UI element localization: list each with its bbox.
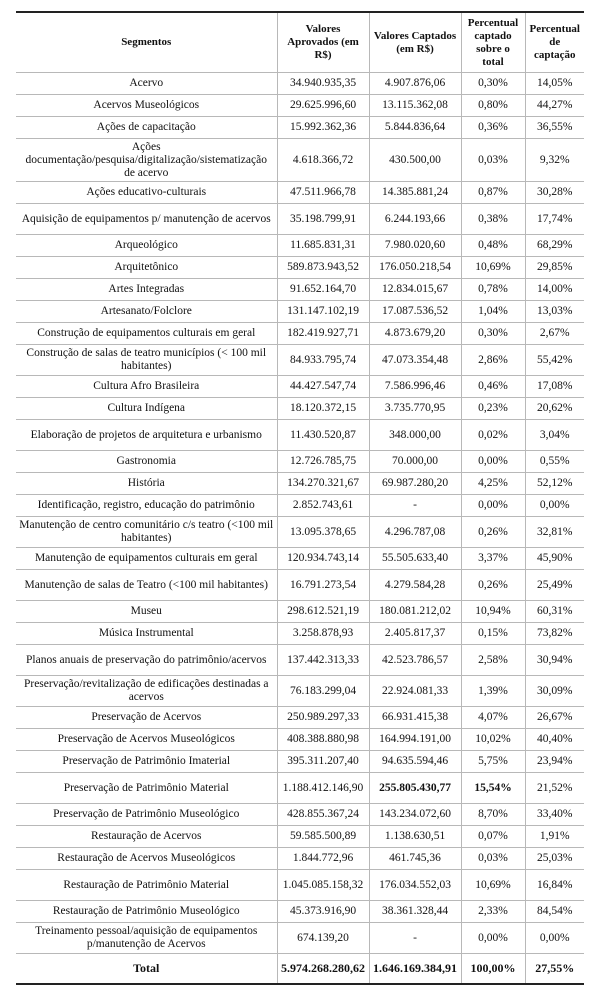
table-row <box>16 301 584 323</box>
pct-captacao-cell: 13,03% <box>525 301 584 323</box>
captados-cell: 176.050.218,54 <box>369 257 461 279</box>
captados-cell: 4.279.584,28 <box>369 570 461 601</box>
captados-cell: 3.735.770,95 <box>369 398 461 420</box>
pct-total-cell: 0,30% <box>461 323 525 345</box>
pct-captacao-cell: 1,91% <box>525 826 584 848</box>
captados-cell: 4.873.679,20 <box>369 323 461 345</box>
captados-cell: 70.000,00 <box>369 451 461 473</box>
aprovados-cell: 3.258.878,93 <box>277 623 369 645</box>
segment-cell: Preservação/revitalização de edificações destinadas a acervos <box>16 676 277 707</box>
segment-cell: Identificação, registro, educação do patrimônio <box>16 495 277 517</box>
pct-captacao-cell: 0,00% <box>525 923 584 954</box>
pct-total-cell: 3,37% <box>461 548 525 570</box>
segment-cell: Construção de salas de teatro municípios (< 100 mil habitantes) <box>16 345 277 376</box>
pct-total-cell: 0,26% <box>461 517 525 548</box>
aprovados-cell: 674.139,20 <box>277 923 369 954</box>
captados-cell: 180.081.212,02 <box>369 601 461 623</box>
segment-cell: Treinamento pessoal/aquisição de equipamentos p/manutenção de Acervos <box>16 923 277 954</box>
pct-total-cell: 0,07% <box>461 826 525 848</box>
captados-cell: 6.244.193,66 <box>369 204 461 235</box>
table-row <box>16 707 584 729</box>
pct-total-cell: 0,15% <box>461 623 525 645</box>
pct-total-cell: 8,70% <box>461 804 525 826</box>
table-row <box>16 398 584 420</box>
aprovados-cell: 408.388.880,98 <box>277 729 369 751</box>
pct-total-cell: 2,33% <box>461 901 525 923</box>
aprovados-cell: 1.045.085.158,32 <box>277 870 369 901</box>
captados-cell: 348.000,00 <box>369 420 461 451</box>
table-row <box>16 517 584 548</box>
aprovados-cell: 18.120.372,15 <box>277 398 369 420</box>
aprovados-cell: 15.992.362,36 <box>277 117 369 139</box>
pct-total-cell: 0,38% <box>461 204 525 235</box>
segment-cell: Manutenção de equipamentos culturais em geral <box>16 548 277 570</box>
captados-cell: 1.138.630,51 <box>369 826 461 848</box>
table-row <box>16 451 584 473</box>
pct-captacao-cell: 17,74% <box>525 204 584 235</box>
table-row <box>16 848 584 870</box>
captados-cell: 164.994.191,00 <box>369 729 461 751</box>
pct-total-cell: 1,04% <box>461 301 525 323</box>
aprovados-cell: 29.625.996,60 <box>277 95 369 117</box>
header-valores-aprovados: Valores Aprovados (em R$) <box>277 12 369 73</box>
segment-cell: Ações documentação/pesquisa/digitalização/sistematização de acervo <box>16 139 277 182</box>
captados-cell: 255.805.430,77 <box>369 773 461 804</box>
segment-cell: Manutenção de salas de Teatro (<100 mil habitantes) <box>16 570 277 601</box>
aprovados-cell: 11.685.831,31 <box>277 235 369 257</box>
pct-captacao-cell: 40,40% <box>525 729 584 751</box>
aprovados-cell: 2.852.743,61 <box>277 495 369 517</box>
table-row <box>16 773 584 804</box>
captados-cell: - <box>369 495 461 517</box>
aprovados-cell: 45.373.916,90 <box>277 901 369 923</box>
pct-total-cell: 0,23% <box>461 398 525 420</box>
pct-total-cell: 4,25% <box>461 473 525 495</box>
pct-captacao-cell: 0,00% <box>525 495 584 517</box>
aprovados-cell: 131.147.102,19 <box>277 301 369 323</box>
aprovados-cell: 44.427.547,74 <box>277 376 369 398</box>
table-row <box>16 676 584 707</box>
segment-cell: Artes Integradas <box>16 279 277 301</box>
pct-captacao-cell: 0,55% <box>525 451 584 473</box>
pct-captacao-cell: 16,84% <box>525 870 584 901</box>
pct-total-cell: 0,03% <box>461 848 525 870</box>
table-row <box>16 257 584 279</box>
pct-captacao-cell: 32,81% <box>525 517 584 548</box>
captados-cell: 7.586.996,46 <box>369 376 461 398</box>
captados-cell: 7.980.020,60 <box>369 235 461 257</box>
segment-cell: Aquisição de equipamentos p/ manutenção de acervos <box>16 204 277 235</box>
header-segmentos: Segmentos <box>16 12 277 73</box>
captados-cell: 17.087.536,52 <box>369 301 461 323</box>
segments-table <box>16 11 584 985</box>
pct-total-cell: 15,54% <box>461 773 525 804</box>
pct-captacao-cell: 14,05% <box>525 73 584 95</box>
aprovados-cell: 91.652.164,70 <box>277 279 369 301</box>
pct-captacao-cell: 52,12% <box>525 473 584 495</box>
table-row <box>16 420 584 451</box>
table-row <box>16 473 584 495</box>
header-valores-captados: Valores Captados (em R$) <box>369 12 461 73</box>
pct-total-cell: 0,36% <box>461 117 525 139</box>
pct-total-cell: 0,03% <box>461 139 525 182</box>
segment-cell: Restauração de Patrimônio Museológico <box>16 901 277 923</box>
pct-captacao-cell: 9,32% <box>525 139 584 182</box>
table-row <box>16 826 584 848</box>
pct-captacao-cell: 30,28% <box>525 182 584 204</box>
pct-captacao-cell: 25,49% <box>525 570 584 601</box>
captados-cell: 4.907.876,06 <box>369 73 461 95</box>
table-row <box>16 870 584 901</box>
segment-cell: Arqueológico <box>16 235 277 257</box>
segment-cell: Cultura Afro Brasileira <box>16 376 277 398</box>
aprovados-cell: 59.585.500,89 <box>277 826 369 848</box>
table-row <box>16 751 584 773</box>
aprovados-cell: 1.188.412.146,90 <box>277 773 369 804</box>
aprovados-cell: 16.791.273,54 <box>277 570 369 601</box>
pct-total-cell: 0,80% <box>461 95 525 117</box>
captados-cell: 66.931.415,38 <box>369 707 461 729</box>
segment-cell: Preservação de Patrimônio Imaterial <box>16 751 277 773</box>
segment-cell: Cultura Indígena <box>16 398 277 420</box>
table-row <box>16 901 584 923</box>
captados-cell: 47.073.354,48 <box>369 345 461 376</box>
aprovados-cell: 76.183.299,04 <box>277 676 369 707</box>
table-row <box>16 117 584 139</box>
segment-cell: Preservação de Acervos Museológicos <box>16 729 277 751</box>
pct-total-cell: 0,46% <box>461 376 525 398</box>
aprovados-cell: 84.933.795,74 <box>277 345 369 376</box>
pct-captacao-cell: 36,55% <box>525 117 584 139</box>
aprovados-cell: 182.419.927,71 <box>277 323 369 345</box>
table-body <box>16 73 584 985</box>
pct-total-cell: 0,00% <box>461 495 525 517</box>
table-header-row <box>16 12 584 73</box>
table-row <box>16 345 584 376</box>
pct-total-cell: 0,26% <box>461 570 525 601</box>
aprovados-cell: 589.873.943,52 <box>277 257 369 279</box>
segment-cell: Elaboração de projetos de arquitetura e urbanismo <box>16 420 277 451</box>
table-row <box>16 323 584 345</box>
captados-cell: 143.234.072,60 <box>369 804 461 826</box>
table-row <box>16 235 584 257</box>
segment-cell: Acervo <box>16 73 277 95</box>
table-row <box>16 645 584 676</box>
captados-cell: 22.924.081,33 <box>369 676 461 707</box>
pct-total-cell: 0,87% <box>461 182 525 204</box>
pct-total-cell: 0,02% <box>461 420 525 451</box>
aprovados-cell: 298.612.521,19 <box>277 601 369 623</box>
table-row <box>16 95 584 117</box>
table-row <box>16 376 584 398</box>
segment-cell: Artesanato/Folclore <box>16 301 277 323</box>
pct-captacao-cell: 55,42% <box>525 345 584 376</box>
pct-captacao-cell: 14,00% <box>525 279 584 301</box>
pct-captacao-cell: 2,67% <box>525 323 584 345</box>
pct-total-cell: 2,58% <box>461 645 525 676</box>
captados-cell: 176.034.552,03 <box>369 870 461 901</box>
captados-cell: 4.296.787,08 <box>369 517 461 548</box>
aprovados-cell: 134.270.321,67 <box>277 473 369 495</box>
table-row <box>16 73 584 95</box>
pct-total-cell: 10,94% <box>461 601 525 623</box>
pct-total-cell: 0,78% <box>461 279 525 301</box>
segment-cell: Planos anuais de preservação do patrimônio/acervos <box>16 645 277 676</box>
header-percentual-captacao: Percentual de captação <box>525 12 584 73</box>
aprovados-cell: 4.618.366,72 <box>277 139 369 182</box>
pct-captacao-cell: 23,94% <box>525 751 584 773</box>
aprovados-cell: 47.511.966,78 <box>277 182 369 204</box>
segment-cell: Ações de capacitação <box>16 117 277 139</box>
table-row <box>16 804 584 826</box>
pct-total-cell: 0,30% <box>461 73 525 95</box>
captados-cell: 42.523.786,57 <box>369 645 461 676</box>
aprovados-cell: 137.442.313,33 <box>277 645 369 676</box>
pct-captacao-cell: 84,54% <box>525 901 584 923</box>
header-percentual-captado-total: Percentual captado sobre o total <box>461 12 525 73</box>
captados-cell: 38.361.328,44 <box>369 901 461 923</box>
pct-captacao-cell: 60,31% <box>525 601 584 623</box>
aprovados-cell: 12.726.785,75 <box>277 451 369 473</box>
captados-cell: 69.987.280,20 <box>369 473 461 495</box>
pct-total-cell: 10,69% <box>461 257 525 279</box>
segment-cell: Preservação de Patrimônio Museológico <box>16 804 277 826</box>
total-row <box>16 954 584 985</box>
aprovados-cell: 250.989.297,33 <box>277 707 369 729</box>
pct-captacao-cell: 25,03% <box>525 848 584 870</box>
captados-cell: - <box>369 923 461 954</box>
pct-captacao-cell: 44,27% <box>525 95 584 117</box>
segment-cell: Restauração de Acervos Museológicos <box>16 848 277 870</box>
table-row <box>16 548 584 570</box>
pct-total-cell: 0,00% <box>461 451 525 473</box>
captados-cell: 5.844.836,64 <box>369 117 461 139</box>
pct-total-cell: 0,48% <box>461 235 525 257</box>
pct-captacao-cell: 45,90% <box>525 548 584 570</box>
pct-captacao-cell: 17,08% <box>525 376 584 398</box>
aprovados-cell: 35.198.799,91 <box>277 204 369 235</box>
total-pct-captacao: 27,55% <box>525 954 584 985</box>
total-captados: 1.646.169.384,91 <box>369 954 461 985</box>
table-row <box>16 623 584 645</box>
pct-total-cell: 10,02% <box>461 729 525 751</box>
segment-cell: Restauração de Patrimônio Material <box>16 870 277 901</box>
segment-cell: Preservação de Patrimônio Material <box>16 773 277 804</box>
table-row <box>16 570 584 601</box>
segment-cell: Construção de equipamentos culturais em geral <box>16 323 277 345</box>
captados-cell: 94.635.594,46 <box>369 751 461 773</box>
aprovados-cell: 428.855.367,24 <box>277 804 369 826</box>
table-row <box>16 182 584 204</box>
table-row <box>16 923 584 954</box>
pct-total-cell: 10,69% <box>461 870 525 901</box>
pct-captacao-cell: 33,40% <box>525 804 584 826</box>
aprovados-cell: 34.940.935,35 <box>277 73 369 95</box>
table-row <box>16 601 584 623</box>
segment-cell: Gastronomia <box>16 451 277 473</box>
segment-cell: História <box>16 473 277 495</box>
pct-captacao-cell: 3,04% <box>525 420 584 451</box>
table-row <box>16 495 584 517</box>
pct-total-cell: 0,00% <box>461 923 525 954</box>
pct-total-cell: 4,07% <box>461 707 525 729</box>
aprovados-cell: 395.311.207,40 <box>277 751 369 773</box>
pct-captacao-cell: 21,52% <box>525 773 584 804</box>
segment-cell: Manutenção de centro comunitário c/s teatro (<100 mil habitantes) <box>16 517 277 548</box>
captados-cell: 55.505.633,40 <box>369 548 461 570</box>
total-pct-total: 100,00% <box>461 954 525 985</box>
captados-cell: 430.500,00 <box>369 139 461 182</box>
pct-captacao-cell: 20,62% <box>525 398 584 420</box>
captados-cell: 13.115.362,08 <box>369 95 461 117</box>
segment-cell: Acervos Museológicos <box>16 95 277 117</box>
segment-cell: Arquitetônico <box>16 257 277 279</box>
aprovados-cell: 11.430.520,87 <box>277 420 369 451</box>
pct-captacao-cell: 29,85% <box>525 257 584 279</box>
pct-captacao-cell: 30,94% <box>525 645 584 676</box>
table-row <box>16 139 584 182</box>
segment-cell: Museu <box>16 601 277 623</box>
aprovados-cell: 120.934.743,14 <box>277 548 369 570</box>
table-row <box>16 729 584 751</box>
captados-cell: 14.385.881,24 <box>369 182 461 204</box>
table-row <box>16 204 584 235</box>
captados-cell: 12.834.015,67 <box>369 279 461 301</box>
aprovados-cell: 1.844.772,96 <box>277 848 369 870</box>
total-aprovados: 5.974.268.280,62 <box>277 954 369 985</box>
pct-total-cell: 5,75% <box>461 751 525 773</box>
segment-cell: Música Instrumental <box>16 623 277 645</box>
captados-cell: 461.745,36 <box>369 848 461 870</box>
segment-cell: Ações educativo-culturais <box>16 182 277 204</box>
pct-captacao-cell: 73,82% <box>525 623 584 645</box>
total-label: Total <box>16 954 277 985</box>
aprovados-cell: 13.095.378,65 <box>277 517 369 548</box>
pct-captacao-cell: 26,67% <box>525 707 584 729</box>
segment-cell: Restauração de Acervos <box>16 826 277 848</box>
pct-total-cell: 1,39% <box>461 676 525 707</box>
captados-cell: 2.405.817,37 <box>369 623 461 645</box>
pct-total-cell: 2,86% <box>461 345 525 376</box>
pct-captacao-cell: 68,29% <box>525 235 584 257</box>
table-row <box>16 279 584 301</box>
pct-captacao-cell: 30,09% <box>525 676 584 707</box>
segment-cell: Preservação de Acervos <box>16 707 277 729</box>
